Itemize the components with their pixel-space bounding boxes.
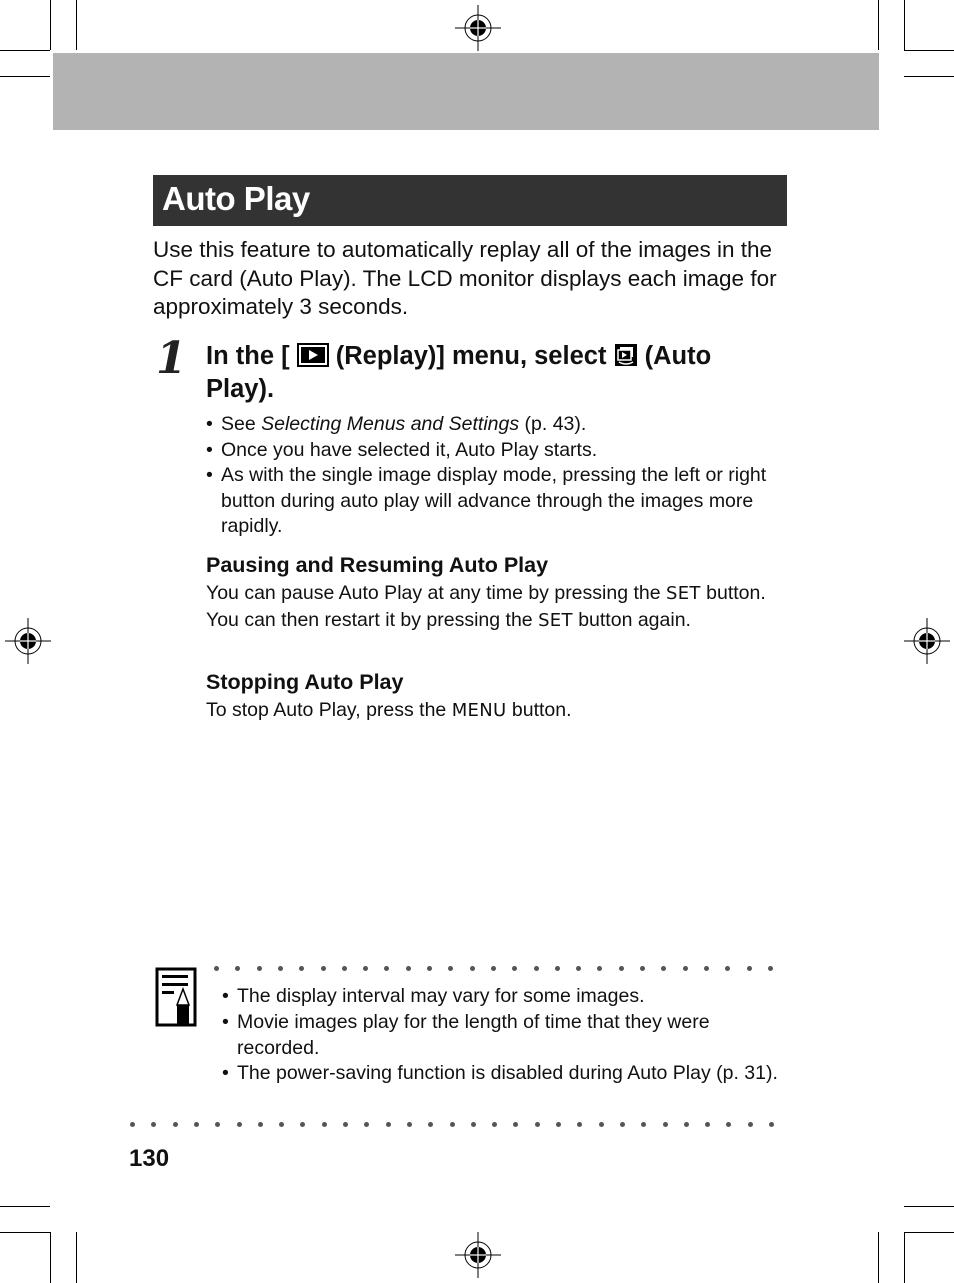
divider-dot [278, 966, 283, 971]
step-title-part2: (Replay)] menu, select [335, 342, 607, 370]
divider-dot [342, 966, 347, 971]
divider-dot [257, 966, 262, 971]
divider-dot [151, 1122, 156, 1127]
divider-dot [237, 1122, 242, 1127]
divider-dot [471, 1122, 476, 1127]
divider-dot [661, 966, 666, 971]
divider-dot [512, 966, 517, 971]
divider-dot [386, 1122, 391, 1127]
divider-dot [556, 1122, 561, 1127]
divider-dot [513, 1122, 518, 1127]
registration-mark-icon [455, 1232, 501, 1278]
divider-dot [748, 1122, 753, 1127]
set-key-label: SET [666, 583, 701, 604]
divider-dot [599, 1122, 604, 1127]
list-item: • As with the single image display mode, pressing the left or right button during auto play will advance through the images more rapidly. [206, 464, 767, 537]
divider-dot [704, 966, 709, 971]
divider-dot [663, 1122, 668, 1127]
divider-dot [619, 966, 624, 971]
divider-dot [407, 1122, 412, 1127]
header-band [53, 53, 879, 130]
step-bullet-list [206, 412, 776, 540]
auto-play-icon [614, 343, 638, 367]
replay-icon [297, 343, 329, 367]
notes-list [222, 984, 782, 1087]
divider-dot [684, 1122, 689, 1127]
page-title: Auto Play [162, 180, 310, 217]
divider-dot [427, 966, 432, 971]
step-title-part1: In the [ [206, 342, 290, 370]
divider-dot [747, 966, 752, 971]
divider-dot [450, 1122, 455, 1127]
step-number: 1 [156, 333, 187, 384]
dotted-divider-bottom [130, 1122, 790, 1128]
divider-dot [299, 966, 304, 971]
reference-link: Selecting Menus and Settings [261, 413, 520, 435]
divider-dot [768, 966, 773, 971]
divider-dot [577, 1122, 582, 1127]
divider-dot [491, 966, 496, 971]
divider-dot [235, 966, 240, 971]
divider-dot [535, 1122, 540, 1127]
divider-dot [640, 966, 645, 971]
divider-dot [428, 1122, 433, 1127]
registration-mark-icon [455, 5, 501, 51]
registration-mark-icon [904, 618, 950, 664]
divider-dot [363, 966, 368, 971]
intro-paragraph: Use this feature to automatically replay all of the images in the CF card (Auto Play). The LCD monitor displays each image for approximately 3 seconds. [153, 237, 777, 319]
step-title-part3: (Auto Play). [206, 342, 712, 403]
dotted-divider-top [214, 966, 789, 972]
pausing-heading: Pausing and Resuming Auto Play [206, 553, 549, 577]
divider-dot [364, 1122, 369, 1127]
divider-dot [322, 1122, 327, 1127]
note-pencil-icon [155, 967, 197, 1027]
stopping-paragraph: To stop Auto Play, press the MENU button. [206, 699, 572, 721]
list-item: • The display interval may vary for some images. [222, 985, 645, 1007]
registration-mark-icon [5, 618, 51, 664]
divider-dot [448, 966, 453, 971]
pausing-paragraph: You can pause Auto Play at any time by pressing the SET button. You can then restart it by pressing the SET button again. [206, 582, 766, 631]
divider-dot [470, 966, 475, 971]
divider-dot [321, 966, 326, 971]
divider-dot [705, 1122, 710, 1127]
divider-dot [130, 1122, 135, 1127]
divider-dot [300, 1122, 305, 1127]
divider-dot [683, 966, 688, 971]
list-item: • The power-saving function is disabled during Auto Play (p. 31). [222, 1062, 778, 1085]
divider-dot [576, 966, 581, 971]
divider-dot [769, 1122, 774, 1127]
divider-dot [534, 966, 539, 971]
divider-dot [406, 966, 411, 971]
divider-dot [726, 1122, 731, 1127]
divider-dot [215, 1122, 220, 1127]
divider-dot [214, 966, 219, 971]
set-key-label: SET [538, 610, 573, 631]
list-item: • Movie images play for the length of time that they were recorded. [222, 1010, 710, 1059]
divider-dot [258, 1122, 263, 1127]
divider-dot [641, 1122, 646, 1127]
list-item: • Once you have selected it, Auto Play starts. [206, 438, 598, 461]
divider-dot [597, 966, 602, 971]
divider-dot [173, 1122, 178, 1127]
menu-key-label: MENU [451, 700, 507, 721]
divider-dot [343, 1122, 348, 1127]
page-number: 130 [129, 1145, 170, 1172]
divider-dot [620, 1122, 625, 1127]
divider-dot [279, 1122, 284, 1127]
step-title [206, 340, 786, 406]
list-item: • See Selecting Menus and Settings (p. 43). [206, 413, 587, 435]
divider-dot [384, 966, 389, 971]
divider-dot [194, 1122, 199, 1127]
stopping-heading: Stopping Auto Play [206, 670, 404, 694]
divider-dot [555, 966, 560, 971]
divider-dot [492, 1122, 497, 1127]
divider-dot [725, 966, 730, 971]
